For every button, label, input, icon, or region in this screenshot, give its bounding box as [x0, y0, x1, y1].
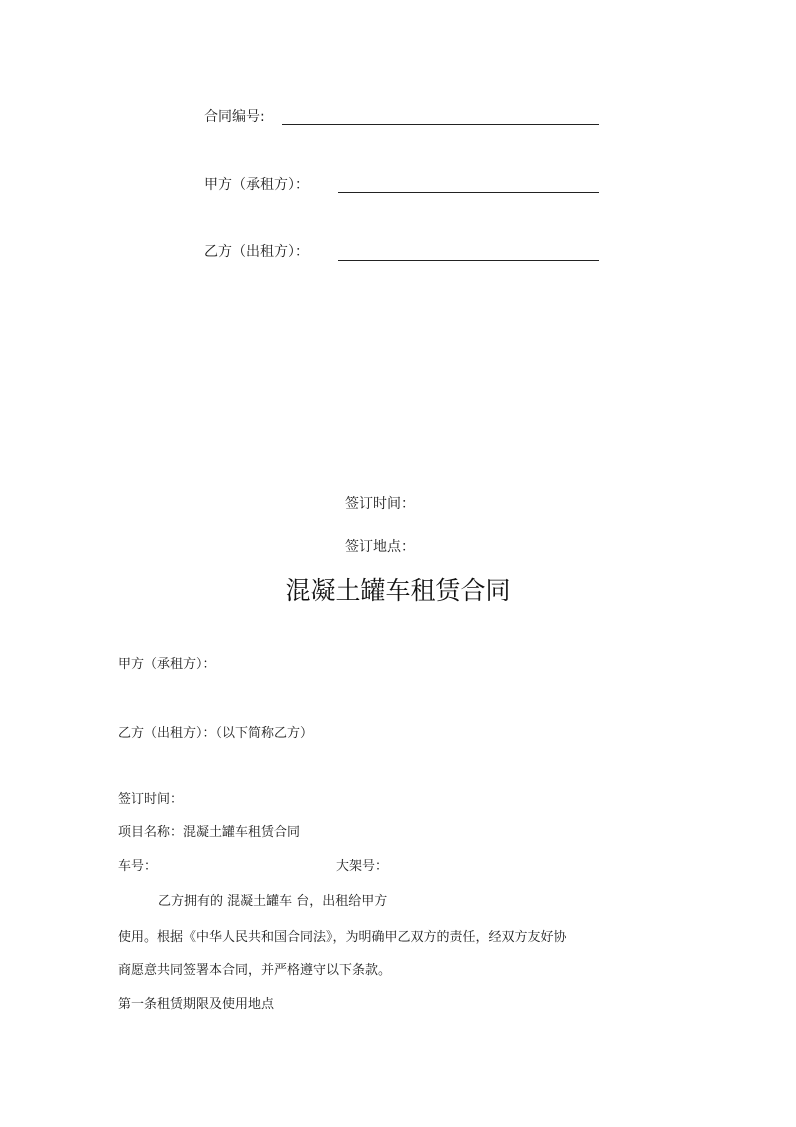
- cover-party-b-blank-line: [338, 260, 599, 261]
- vehicle-number-label: 车号：: [118, 859, 158, 874]
- contract-number-blank-line: [282, 124, 599, 125]
- cover-party-b-label: 乙方（出租方）：: [204, 244, 309, 260]
- article-1-heading: 第一条租赁期限及使用地点: [118, 997, 275, 1012]
- paragraph-1-line-3: 商愿意共同签署本合同，并严格遵守以下条款。: [118, 963, 392, 978]
- body-party-a: 甲方（承租方）：: [118, 657, 216, 672]
- frame-number-label: 大架号：: [336, 859, 389, 874]
- cover-sign-time-label: 签订时间：: [345, 496, 415, 512]
- cover-party-a-label: 甲方（承租方）：: [204, 177, 309, 193]
- project-name-line: 项目名称：混凝土罐车租赁合同: [118, 825, 301, 840]
- contract-title: 混凝土罐车租赁合同: [285, 576, 511, 605]
- cover-sign-place-label: 签订地点：: [345, 539, 415, 555]
- body-sign-time: 签订时间：: [118, 792, 184, 807]
- paragraph-1-line-2: 使用。根据《中华人民共和国合同法》，为明确甲乙双方的责任，经双方友好协: [118, 930, 567, 945]
- cover-party-a-blank-line: [338, 192, 599, 193]
- contract-number-label: 合同编号:: [204, 109, 265, 125]
- paragraph-1-line-1: 乙方拥有的 混凝土罐车 台，出租给甲方: [158, 894, 388, 909]
- body-party-b: 乙方（出租方）：（以下简称乙方）: [118, 726, 314, 741]
